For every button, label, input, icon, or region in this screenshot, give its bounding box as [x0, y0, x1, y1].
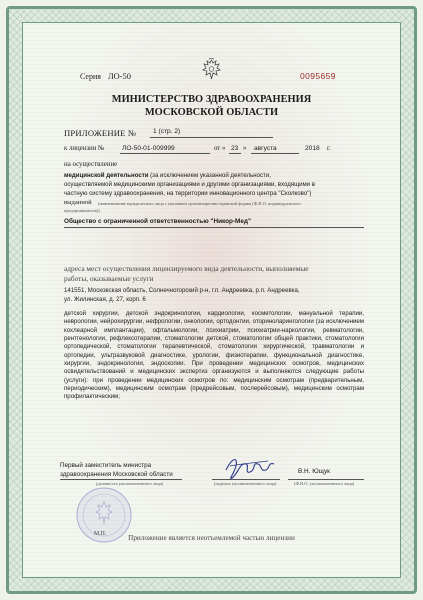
ministry-title: МИНИСТЕРСТВО ЗДРАВООХРАНЕНИЯ: [111, 94, 312, 105]
license-year-suffix: г.: [327, 145, 331, 152]
license-prefix: к лицензии №: [64, 145, 105, 152]
activity-label: на осуществление: [64, 161, 118, 168]
name-underline: [288, 479, 364, 480]
address-label-1: адреса мест осуществления лицензируемого вида деятельности, выполняемые: [64, 264, 309, 273]
stamp-label: М.П.: [94, 531, 107, 537]
license-quote: »: [243, 145, 247, 152]
signature-hint: (подпись уполномоченного лица): [214, 481, 277, 486]
address-label-2: работы, оказываемые услуги: [64, 274, 154, 283]
license-month: августа: [254, 145, 277, 152]
license-number-underline: [120, 153, 210, 154]
organization-underline: [64, 227, 364, 228]
address-value-2: ул. Жилинская, д. 27, корп. 6: [64, 296, 146, 303]
issued-label: выданной: [64, 199, 92, 206]
appendix-label: ПРИЛОЖЕНИЕ №: [64, 128, 137, 138]
activity-bold: медицинской деятельности: [64, 172, 149, 179]
activity-line2: осуществляемой медицинскими организациями и другими организациями, входящими в: [64, 181, 316, 188]
license-year: 2018: [305, 145, 320, 152]
activity-line3: частную систему здравоохранения, на территории инновационного центра "Сколково"): [64, 190, 312, 197]
activity-line1: [64, 172, 271, 179]
series-label: Серия: [80, 72, 101, 81]
appendix-value: 1 (стр. 2): [153, 128, 181, 135]
license-from: от «: [214, 145, 226, 152]
name-hint: (Ф.И.О. уполномоченного лица): [294, 481, 355, 486]
license-number: ЛО-50-01-009999: [122, 145, 175, 152]
license-day-underline: [229, 153, 241, 154]
signature-underline: [212, 479, 280, 480]
form-number: 0095659: [300, 71, 336, 81]
issued-hint-2: предпринимателя)): [64, 208, 100, 213]
license-month-underline: [251, 153, 299, 154]
position-underline: [60, 479, 182, 480]
appendix-underline: [150, 137, 273, 138]
series-value: ЛО-50: [108, 72, 131, 81]
organization-name: Общество с ограниченной ответственностью "Никор-Мед": [64, 218, 252, 225]
coat-of-arms-icon: [201, 58, 222, 82]
position-hint: (должность уполномоченного лица): [96, 481, 164, 486]
address-value-1: 141551, Московская область, Солнечногорский р-н, г.п. Андреевка, р.п. Андреевка,: [64, 287, 300, 294]
ministry-region: МОСКОВСКОЙ ОБЛАСТИ: [144, 107, 279, 118]
issued-hint-1: (наименование юридического лица с указанием организационно-правовой формы (Ф.И.О. индивидуального: [98, 201, 301, 206]
signer-position-1: Первый заместитель министра: [60, 462, 152, 469]
activity-text-1: (за исключением указанной деятельности,: [150, 172, 271, 179]
signer-position-2: здравоохранения Московской области: [60, 471, 173, 478]
license-day: 23: [231, 145, 239, 152]
footer-note: Приложение является неотъемлемой частью лицензии: [128, 534, 295, 542]
services-list: детской хирургии, детской эндокринологии, кардиологии, косметологии, мануальной терапии, неврологии, нейрохирургии, нефрологии, онкологии, ортодонтии, оториноларингологии (за исключением кохлеарной имплантации), офтальмологии, психиатрии, психиатрии-наркологии, ревматологии, рентгенологии, рефлексотерапии, стоматологии детской, стоматологии общей практики, стоматологии ортопедической, стоматологии терапевтической, стоматологии хирургической, травматологии и ортопедии, ультразвуковой диагностике, урологии, физиотерапии, функциональной диагностике, хирургии, эндокринологии, эндоскопии. При проведении медицинских осмотров, медицинских освидетельствований и медицинских экспертиз организуются и выполняются следующие работы (услуги): при проведении медицинских осмотров по: медицинским осмотрам (предварительным, периодическим), медицинским осмотрам (предрейсовым, послерейсовым), медицинским осмотрам профилактическим;: [64, 310, 364, 401]
signer-name: В.Н. Ющук: [298, 468, 330, 475]
